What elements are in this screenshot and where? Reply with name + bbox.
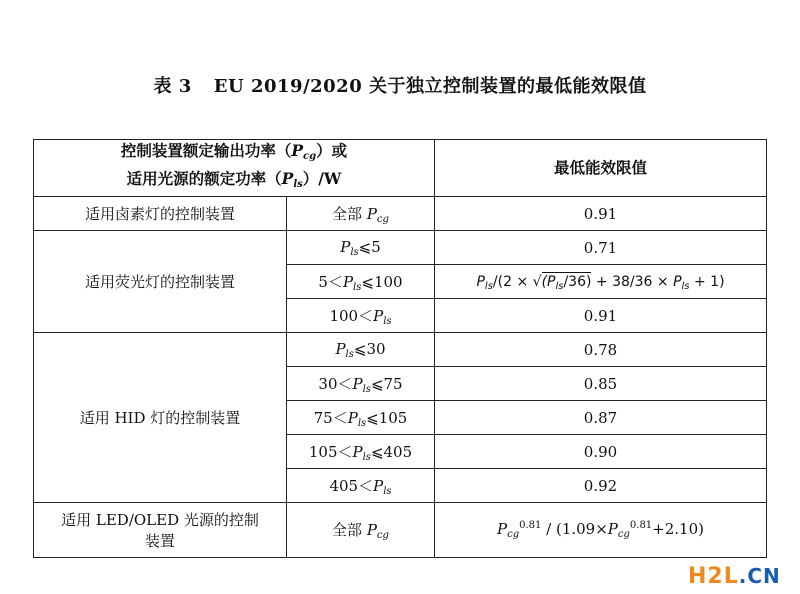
site-watermark-logo: H2L.CN <box>688 564 781 589</box>
group-led-oled: 适用 LED/OLED 光源的控制 装置 <box>34 503 287 558</box>
condition-cell: $105<P_{ls}⩽405$ <box>287 435 435 469</box>
group-fluorescent: 适用荧光灯的控制装置 <box>34 231 287 333</box>
limit-formula: $P_{ls}/(2 \times √(P_{ls}/36) + 38/36 \times P_{ls} + 1)$ <box>435 265 767 299</box>
limit-value: 0.90 <box>435 435 767 469</box>
table-row <box>34 197 767 231</box>
condition-cell: $100<P_{ls}$ <box>287 299 435 333</box>
table-header-row <box>34 140 767 197</box>
table-row <box>34 231 767 265</box>
condition-cell: $P_{ls}⩽5$ <box>287 231 435 265</box>
limit-value: 0.87 <box>435 401 767 435</box>
group-hid: 适用 HID 灯的控制装置 <box>34 333 287 503</box>
condition-cell: $75<P_{ls}⩽105$ <box>287 401 435 435</box>
condition-cell: 全部 $P_{cg}$ <box>287 503 435 558</box>
condition-cell: $P_{ls}⩽30$ <box>287 333 435 367</box>
limit-value: 0.91 <box>435 299 767 333</box>
table-title-text: EU 2019/2020 关于独立控制装置的最低能效限值 <box>213 76 647 97</box>
condition-cell: $30<P_{ls}⩽75$ <box>287 367 435 401</box>
condition-cell: $5<P_{ls}⩽100$ <box>287 265 435 299</box>
table-number: 表 3 <box>153 76 192 97</box>
limit-value: 0.91 <box>435 197 767 231</box>
header-power-cell: 控制装置额定输出功率$(P_{cg})$或 适用光源的额定功率$(P_{ls})/W$ <box>34 140 435 197</box>
group-halogen: 适用卤素灯的控制装置 <box>34 197 287 231</box>
table-row <box>34 503 767 558</box>
table-title <box>0 72 800 98</box>
condition-cell: $405<P_{ls}$ <box>287 469 435 503</box>
limit-value: 0.92 <box>435 469 767 503</box>
limit-value: 0.78 <box>435 333 767 367</box>
limit-value: 0.71 <box>435 231 767 265</box>
limit-formula: $P_{cg}^{0.81} / (1.09\times P_{cg}^{0.81}+2.10)$ <box>435 503 767 558</box>
limit-value: 0.85 <box>435 367 767 401</box>
header-limit-cell: 最低能效限值 <box>435 140 767 197</box>
table-row <box>34 333 767 367</box>
efficiency-table <box>33 139 767 558</box>
condition-cell: 全部 $P_{cg}$ <box>287 197 435 231</box>
